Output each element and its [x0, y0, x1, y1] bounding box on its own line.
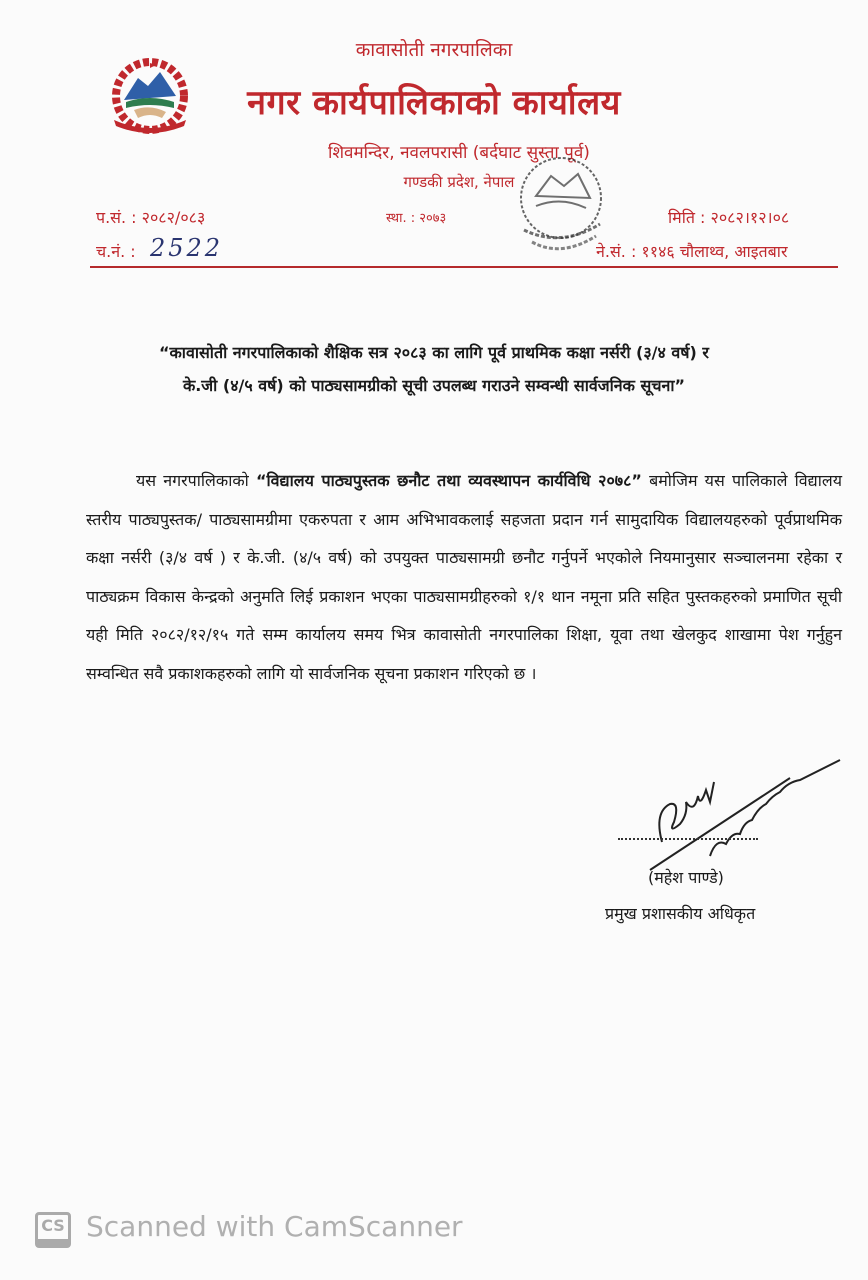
signer-title: प्रमुख प्रशासकीय अधिकृत [605, 904, 756, 923]
signer-name: (महेश पाण्डे) [648, 868, 724, 887]
dispatch-label: च.नं. : [96, 242, 136, 261]
nepal-sambat-date: ने.सं. : ११४६ चौलाथ्व, आइतबार [596, 242, 788, 261]
body-paragraph [86, 462, 842, 693]
address-line-2: गण्डकी प्रदेश, नेपाल [403, 173, 515, 191]
camscanner-logo-icon: CS [35, 1212, 71, 1248]
header-divider [90, 266, 838, 268]
body-procedure-title: “विद्यालय पाठ्यपुस्तक छनौट तथा व्यवस्थापन कार्यविधि २०७८” [255, 471, 642, 490]
body-intro: यस नगरपालिकाको [136, 471, 256, 490]
established-year: स्था. : २०७३ [386, 211, 447, 226]
date-label: मिति : [668, 208, 706, 227]
issue-date [668, 206, 789, 228]
address-line-1: शिवमन्दिर, नवलपरासी (बर्दघाट सुस्ता पूर्व) [328, 143, 590, 163]
signature-line [618, 838, 758, 840]
org-title: नगर कार्यपालिकाको कार्यालय [247, 83, 621, 123]
subject-line-2: के.जी (४/५ वर्ष) को पाठ्यसामग्रीको सूची उपलब्ध गराउने सम्वन्धी सार्वजनिक सूचना” [182, 376, 686, 395]
reference-number [96, 206, 205, 228]
subject-line-1: “कावासोती नगरपालिकाको शैक्षिक सत्र २०८३ का लागि पूर्व प्राथमिक कक्षा नर्सरी (३/४ वर्ष) र [159, 343, 709, 362]
notice-subject [70, 336, 798, 402]
dispatch-number-handwritten: 2522 [150, 234, 224, 262]
signature-icon [640, 752, 850, 882]
date-value: २०८२।१२।०८ [710, 208, 790, 227]
camscanner-watermark: Scanned with CamScanner [86, 1210, 463, 1243]
notice-body [86, 462, 842, 693]
org-subtitle: कावासोती नगरपालिका [355, 39, 513, 61]
ps-value: : २०८२/०८३ [131, 208, 206, 227]
body-text: बमोजिम यस पालिकाले विद्यालय स्तरीय पाठ्यपुस्तक/ पाठ्यसामग्रीमा एकरुपता र आम अभिभावकलाई सहजता प्रदान गर्न सामुदायिक विद्यालयहरुको पूर्वप्राथमिक कक्षा नर्सरी (३/४ वर्ष ) र के.जी. (४/५ वर्ष) को उपयुक्त पाठ्यसामग्री छनौट गर्नुपर्ने भएकोले नियमानुसार सञ्चालनमा रहेका र पाठ्यक्रम विकास केन्द्रको अनुमति लिई प्रकाशन भएका पाठ्यसामग्रीहरुको १/१ थान नमूना प्रति सहित पुस्तकहरुको प्रमाणित सूची यही मिति २०८२/१२/१५ गते सम्म कार्यालय समय भित्र कावासोती नगरपालिका शिक्षा, यूवा तथा खेलकुद शाखामा पेश गर्नुहुन सम्वन्धित सवै प्रकाशकहरुको लागि यो सार्वजनिक सूचना प्रकाशन गरिएको छ । [86, 471, 842, 683]
ps-label: प.सं. [96, 208, 127, 227]
